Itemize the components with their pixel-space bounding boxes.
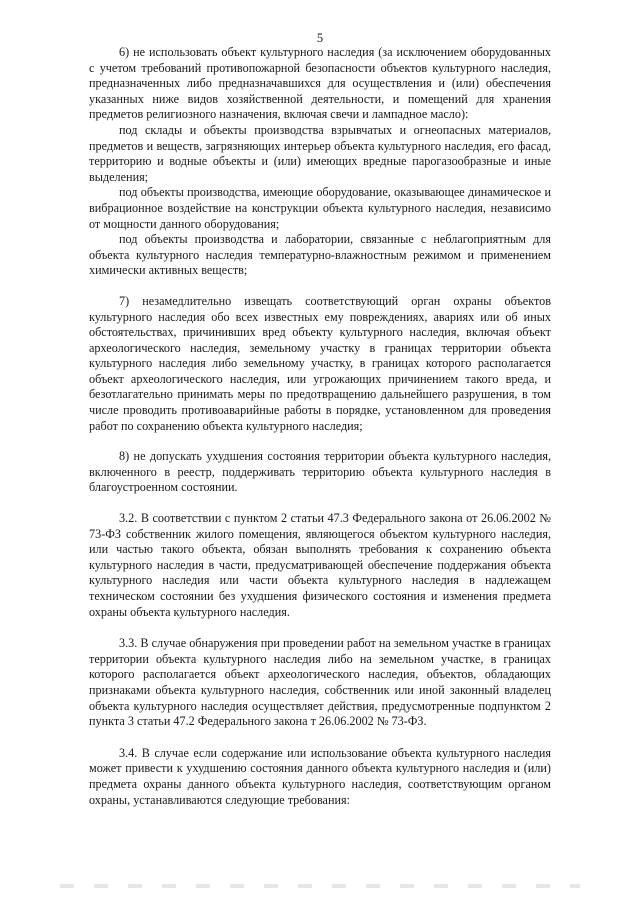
paragraph-item-7: 7) незамедлительно извещать соответствующий орган охраны объектов культурного наследия обо всех известных ему повреждениях, авариях или об иных обстоятельствах, причинивших вред объекту культурного наследия, включая объект археологического наследия, земельному участку в границах территории объекта культурного наследия либо земельному участку, в границах которого располагается объект археологического наследия, или угрожающих причинением такого вреда, и безотлагательно принимать меры по предотвращению дальнейшего разрушения, в том числе проводить противоаварийные работы в порядке, установленном для проведения работ по сохранению объекта культурного наследия; (89, 293, 551, 433)
page-number: 5 (316, 31, 324, 45)
paragraph-laboratories: под объекты производства и лаборатории, связанные с неблагоприятным для объекта культурного наследия температурно-влажностным режимом и применением химически активных веществ; (89, 232, 551, 278)
paragraph-item-6: 6) не использовать объект культурного наследия (за исключением оборудованных с учетом требований противопожарной безопасности объектов культурного наследия, предназначенных либо предназначавшихся для осуществления и (или) обеспечения указанных ниже видов хозяйственной деятельности, и помещений для хранения предметов религиозного назначения, включая свечи и лампадное масло): (89, 45, 551, 122)
paragraph-section-3-4: 3.4. В случае если содержание или использование объекта культурного наследия может привести к ухудшению состояния данного объекта культурного наследия и (или) предмета охраны данного объекта культурного наследия, соответствующим органом охраны, устанавливаются следующие требования: (89, 745, 551, 807)
scan-artifact (60, 884, 580, 888)
paragraph-vibration-production: под объекты производства, имеющие оборудование, оказывающее динамическое и вибрационное воздействие на конструкции объекта культурного наследия, независимо от мощности данного оборудования; (89, 185, 551, 231)
paragraph-section-3-2: 3.2. В соответствии с пунктом 2 статьи 47.3 Федерального закона от 26.06.2002 № 73-ФЗ собственник жилого помещения, являющегося объектом культурного наследия, или частью такого объекта, обязан выполнять требования к сохранению объекта культурного наследия в части, предусматривающей обеспечение поддержания объекта культурного наследия или части объекта культурного наследия в надлежащем техническом состоянии без ухудшения физического состояния и изменения предмета охраны объекта культурного наследия. (89, 511, 551, 619)
document-body (89, 45, 551, 808)
paragraph-warehouses: под склады и объекты производства взрывчатых и огнеопасных материалов, предметов и веществ, загрязняющих интерьер объекта культурного наследия, его фасад, территорию и водные объекты и (или) имеющих вредные парогазообразные и иные выделения; (89, 122, 551, 184)
paragraph-section-3-3: 3.3. В случае обнаружения при проведении работ на земельном участке в границах территории объекта культурного наследия либо на земельном участке, в границах которого располагается объект археологического наследия, объектов, обладающих признаками объекта культурного наследия, собственник или иной законный владелец объекта культурного наследия осуществляет действия, предусмотренные подпунктом 2 пункта 3 статьи 47.2 Федерального закона т 26.06.2002 № 73-ФЗ. (89, 636, 551, 729)
paragraph-item-8: 8) не допускать ухудшения состояния территории объекта культурного наследия, включенного в реестр, поддерживать территорию объекта культурного наследия в благоустроенном состоянии. (89, 449, 551, 495)
